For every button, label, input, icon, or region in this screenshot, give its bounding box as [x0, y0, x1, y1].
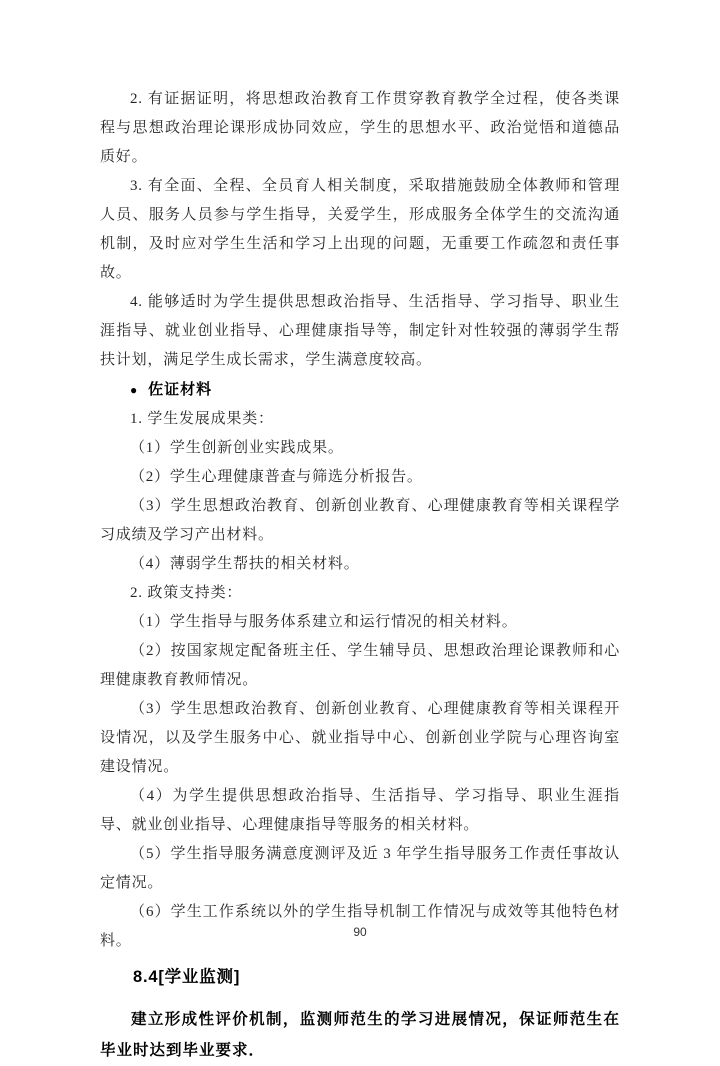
list-item: （3）学生思想政治教育、创新创业教育、心理健康教育等相关课程开设情况，以及学生服务中心、就业指导中心、创新创业学院与心理咨询室建设情况。: [100, 701, 620, 775]
body-paragraph-2: 2. 有证据证明，将思想政治教育工作贯穿教育教学全过程，使各类课程与思想政治理论课形成协同效应，学生的思想水平、政治觉悟和道德品质好。: [100, 91, 620, 165]
body-paragraph-3: 3. 有全面、全程、全员育人相关制度，采取措施鼓励全体教师和管理人员、服务人员参与学生指导，关爱学生，形成服务全体学生的交流沟通机制，及时应对学生生活和学习上出现的问题，无重要工作疏忽和责任事故。: [100, 178, 620, 281]
list-item: （2）按国家规定配备班主任、学生辅导员、思想政治理论课教师和心理健康教育教师情况。: [100, 643, 620, 688]
list-item: （5）学生指导服务满意度测评及近 3 年学生指导服务工作责任事故认定情况。: [100, 846, 620, 891]
body-paragraph-4: 4. 能够适时为学生提供思想政治指导、生活指导、学习指导、职业生涯指导、就业创业指导、心理健康指导等，制定针对性较强的薄弱学生帮扶计划，满足学生成长需求，学生满意度较高。: [100, 294, 620, 368]
evidence-materials-heading: [100, 375, 620, 405]
list-item: （6）学生工作系统以外的学生指导机制工作情况与成效等其他特色材料。: [100, 904, 620, 949]
section-heading-8-4: 8.4[学业监测]: [133, 968, 241, 986]
group-title-policy-support: 2. 政策支持类：: [130, 585, 243, 601]
group-title-student-outcomes: 1. 学生发展成果类：: [130, 411, 274, 427]
bullet-icon: ●: [130, 383, 139, 397]
list-item: （2）学生心理健康普查与筛选分析报告。: [130, 469, 423, 485]
evidence-materials-title: 佐证材料: [148, 381, 213, 398]
section-8-4-paragraph: 建立形成性评价机制，监测师范生的学习进展情况，保证师范生在毕业时达到毕业要求．: [100, 1011, 620, 1059]
list-item: （1）学生创新创业实践成果。: [130, 440, 344, 456]
list-item: （1）学生指导与服务体系建立和运行情况的相关材料。: [130, 614, 518, 630]
list-item: （4）薄弱学生帮扶的相关材料。: [130, 556, 360, 572]
list-item: （3）学生思想政治教育、创新创业教育、心理健康教育等相关课程学习成绩及学习产出材料。: [100, 498, 620, 543]
page-content: [100, 85, 620, 1066]
list-item: （4）为学生提供思想政治指导、生活指导、学习指导、职业生涯指导、就业创业指导、心理健康指导等服务的相关材料。: [100, 788, 620, 833]
page-number: 90: [353, 925, 367, 939]
